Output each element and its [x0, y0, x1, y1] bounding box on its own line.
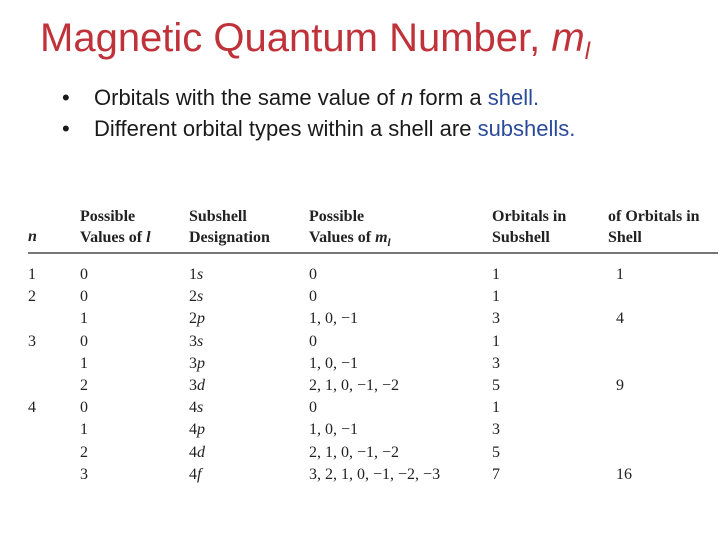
subshell-number: 1 — [189, 266, 197, 283]
cell-l: 1 — [80, 310, 88, 328]
subshell-letter: s — [197, 266, 204, 283]
cell-total: 16 — [616, 465, 632, 483]
header-subshell — [189, 208, 270, 252]
bullet-period: . — [569, 116, 576, 141]
header-l-line2 — [80, 228, 151, 247]
header-n-text: n — [28, 228, 37, 245]
header-ml-line2 — [309, 228, 391, 252]
header-orb-line1: Orbitals in — [492, 208, 567, 225]
cell-total: 4 — [616, 310, 624, 328]
orbital-table — [28, 200, 718, 486]
cell-subshell — [189, 331, 203, 353]
cell-n: 1 — [28, 266, 36, 283]
cell-ml: 0 — [309, 332, 317, 350]
header-l-line1: Possible — [80, 208, 136, 225]
table-row — [28, 375, 718, 397]
subshell-number: 4 — [189, 399, 197, 417]
header-n — [28, 227, 37, 246]
cell-l: 2 — [80, 443, 88, 461]
table-row — [28, 308, 718, 330]
subshell-letter: f — [197, 465, 202, 483]
table-body — [28, 264, 718, 486]
bullet-dot-icon: • — [62, 85, 70, 110]
cell-ml: 2, 1, 0, −1, −2 — [309, 376, 400, 394]
header-orbitals — [492, 208, 567, 252]
header-divider — [28, 252, 718, 254]
table-row — [28, 353, 718, 375]
bullet-item-shell — [56, 84, 696, 111]
cell-orbitals: 5 — [492, 443, 500, 461]
cell-l: 0 — [80, 266, 88, 283]
cell-subshell — [189, 286, 203, 308]
header-l-prefix: Values of — [80, 229, 147, 246]
cell-n: 3 — [28, 332, 36, 350]
subshell-number: 4 — [189, 443, 197, 461]
cell-ml: 2, 1, 0, −1, −2 — [309, 443, 400, 461]
bullet-text: Orbitals with the same value of — [94, 85, 401, 110]
table-header — [28, 200, 718, 252]
subshell-number: 3 — [189, 376, 197, 394]
cell-subshell — [189, 375, 205, 397]
cell-l: 1 — [80, 354, 88, 372]
cell-l: 1 — [80, 421, 88, 439]
table-row — [28, 331, 718, 353]
cell-subshell — [189, 308, 205, 330]
subshell-letter: p — [197, 421, 205, 439]
header-ml — [309, 208, 391, 252]
cell-orbitals: 1 — [492, 399, 500, 417]
cell-subshell — [189, 353, 205, 375]
subshell-number: 3 — [189, 354, 197, 372]
cell-subshell — [189, 419, 205, 441]
subshell-number: 2 — [189, 288, 197, 306]
title-subscript: l — [584, 38, 591, 65]
cell-ml: 1, 0, −1 — [309, 421, 359, 439]
table-row — [28, 464, 718, 486]
bullet-highlight-subshells: subshells — [477, 116, 570, 141]
header-ml-prefix: Values of — [309, 229, 376, 246]
header-tot-line2: Shell — [608, 229, 642, 246]
bullet-dot-icon: • — [62, 116, 70, 141]
table-row — [28, 286, 718, 308]
subshell-letter: p — [197, 354, 205, 372]
header-ml-subscript: l — [387, 237, 391, 250]
title-symbol: m — [551, 16, 585, 60]
cell-l: 0 — [80, 288, 88, 306]
subshell-number: 3 — [189, 332, 197, 350]
cell-ml: 1, 0, −1 — [309, 310, 359, 328]
page-title — [40, 14, 590, 76]
bullet-period: . — [533, 85, 540, 110]
subshell-letter: p — [197, 310, 205, 328]
header-ml-symbol: m — [375, 229, 388, 246]
cell-subshell — [189, 264, 203, 286]
title-text: Magnetic Quantum Number, — [40, 16, 541, 60]
header-total — [608, 208, 700, 252]
cell-ml: 0 — [309, 399, 317, 417]
cell-subshell — [189, 442, 205, 464]
subshell-number: 4 — [189, 421, 197, 439]
cell-ml: 0 — [309, 288, 317, 306]
cell-n: 2 — [28, 288, 36, 306]
subshell-number: 4 — [189, 465, 197, 483]
cell-subshell — [189, 464, 201, 486]
cell-l: 2 — [80, 376, 88, 394]
bullet-item-subshells — [56, 115, 696, 142]
cell-orbitals: 1 — [492, 266, 500, 283]
table-row — [28, 397, 718, 419]
subshell-letter: s — [197, 399, 204, 417]
table-row — [28, 442, 718, 464]
subshell-letter: s — [197, 332, 204, 350]
cell-total: 9 — [616, 376, 624, 394]
bullet-italic-n: n — [400, 85, 414, 110]
cell-orbitals: 1 — [492, 288, 500, 306]
header-tot-line1: of Orbitals in — [608, 208, 700, 225]
bullet-text: form a — [413, 85, 488, 110]
cell-ml: 3, 2, 1, 0, −1, −2, −3 — [309, 465, 441, 483]
header-ml-line1: Possible — [309, 208, 365, 225]
cell-subshell — [189, 397, 203, 419]
cell-orbitals: 3 — [492, 421, 500, 439]
cell-orbitals: 3 — [492, 354, 500, 372]
table-row — [28, 419, 718, 441]
header-l — [80, 208, 151, 252]
cell-l: 3 — [80, 465, 88, 483]
cell-ml: 0 — [309, 266, 317, 283]
header-orb-line2: Subshell — [492, 229, 550, 246]
subshell-number: 2 — [189, 310, 197, 328]
cell-orbitals: 1 — [492, 332, 500, 350]
header-l-symbol: l — [146, 229, 151, 246]
cell-orbitals: 5 — [492, 376, 500, 394]
bullet-text: Different orbital types within a shell are — [94, 116, 478, 141]
bullet-highlight-shell: shell — [487, 85, 533, 110]
subshell-letter: s — [197, 288, 204, 306]
header-sub-line2: Designation — [189, 229, 270, 246]
cell-n: 4 — [28, 399, 36, 417]
bullet-list — [56, 84, 696, 146]
cell-l: 0 — [80, 399, 88, 417]
subshell-letter: d — [197, 376, 205, 394]
table-row — [28, 264, 718, 286]
header-sub-line1: Subshell — [189, 208, 247, 225]
cell-total: 1 — [616, 266, 624, 283]
cell-l: 0 — [80, 332, 88, 350]
cell-orbitals: 7 — [492, 465, 500, 483]
cell-orbitals: 3 — [492, 310, 500, 328]
cell-ml: 1, 0, −1 — [309, 354, 359, 372]
subshell-letter: d — [197, 443, 205, 461]
